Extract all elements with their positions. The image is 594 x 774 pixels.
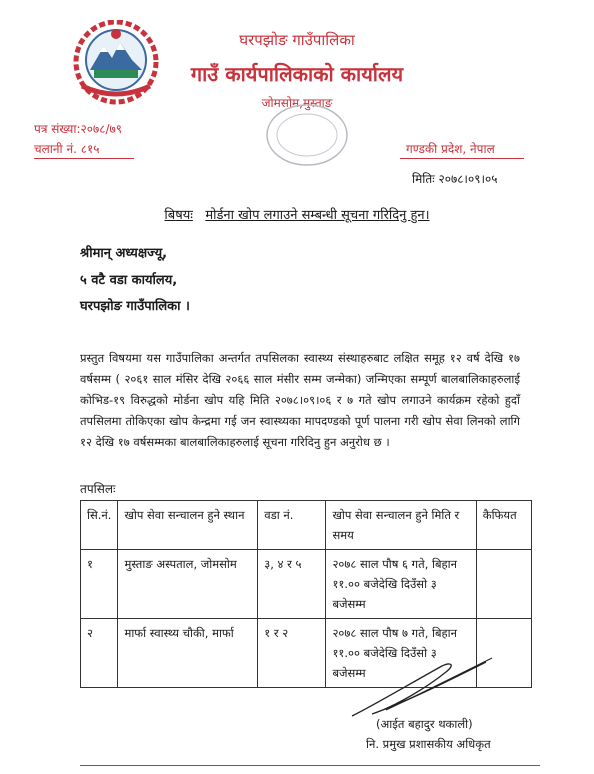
office-title: गाउँ कार्यपालिकाको कार्यालय — [190, 62, 404, 86]
header-remarks: कैफियत — [476, 501, 531, 550]
header-date-time: खोप सेवा सन्चालन हुने मिति र समय — [326, 501, 476, 550]
letter-number: पत्र संख्या:२०७८/७९ — [34, 122, 122, 136]
province-label: गण्डकी प्रदेश, नेपाल — [406, 142, 495, 156]
subject-text: मोर्डना खोप लगाउने सम्बन्धी सूचना गरिदिनु हुन। — [205, 208, 430, 223]
cell-location: मुस्ताङ अस्पताल, जोमसोम — [118, 550, 258, 619]
handwritten-signature — [346, 656, 496, 722]
recipient-line: घरपझोङ गाउँपालिका । — [80, 299, 190, 314]
table-row — [81, 550, 532, 619]
footer-divider — [80, 765, 540, 766]
recipient-line: श्रीमान् अध्यक्षज्यू, — [80, 246, 168, 261]
signer-name: (आईत बहादुर थकाली) — [376, 717, 473, 731]
body-paragraph: प्रस्तुत विषयमा यस गाउँपालिका अन्तर्गत तपसिलका स्वास्थ्य संस्थाहरुबाट लक्षित समूह १२ वर्ष देखि १७ वर्षसम्म ( २०६१ साल मंसिर देखि २०६६ साल मंसीर सम्म जन्मेका) जन्मिएका सम्पूर्ण बालबालिकाहरुलाई कोभिड-१९ विरुद्धको मोर्डना खोप यहि मिति २०७८।०९।०६ र ७ गते खोप लगाउने कार्यक्रम रहेको हुदाँ तपसिलमा तोकिएका खोप केन्द्रमा गई जन स्वास्थ्यका मापदण्डको पूर्ण पालना गरी खोप सेवा लिनको लागि १२ देखि १७ वर्षसम्मका बालबालिकाहरुलाई सूचना गरिदिनु हुन अनुरोध छ । — [80, 351, 520, 449]
cell-ward: ३, ४ र ५ — [258, 550, 326, 619]
recipient-line: ५ वटै वडा कार्यालय, — [80, 273, 178, 288]
cell-date-time: २०७८ साल पौष ७ गते, बिहान ११.०० बजेदेखि दिउँसो ३ बजेसम्म — [326, 619, 476, 688]
dispatch-number: चलानी नं. ८१५ — [34, 142, 100, 156]
office-location: जोमसोम,मुस्ताङ — [261, 96, 333, 110]
cell-remarks — [476, 550, 531, 619]
cell-ward: १ र २ — [258, 619, 326, 688]
subject-label: बिषयः — [164, 208, 193, 223]
subject-line — [0, 205, 594, 223]
office-name: घरपझोङ गाउँपालिका — [239, 31, 355, 49]
cell-date-time: २०७८ साल पौष ६ गते, बिहान ११.०० बजेदेखि दिउँसो ३ बजेसम्म — [326, 550, 476, 619]
header-serial: सि.नं. — [81, 501, 118, 550]
header-divider — [400, 158, 524, 159]
signer-title: नि. प्रमुख प्रशासकीय अधिकृत — [366, 737, 491, 751]
cell-serial: २ — [81, 619, 118, 688]
table-header-row — [81, 501, 532, 550]
letter-date: मितिः २०७८।०९।०५ — [412, 172, 498, 186]
cell-location: मार्फा स्वास्थ्य चौकी, मार्फा — [118, 619, 258, 688]
header-ward: वडा नं. — [258, 501, 326, 550]
office-stamp — [262, 100, 352, 170]
header-location: खोप सेवा सन्चालन हुने स्थान — [118, 501, 258, 550]
header-divider — [34, 158, 134, 159]
cell-serial: १ — [81, 550, 118, 619]
schedule-caption: तपसिलः — [80, 482, 116, 496]
